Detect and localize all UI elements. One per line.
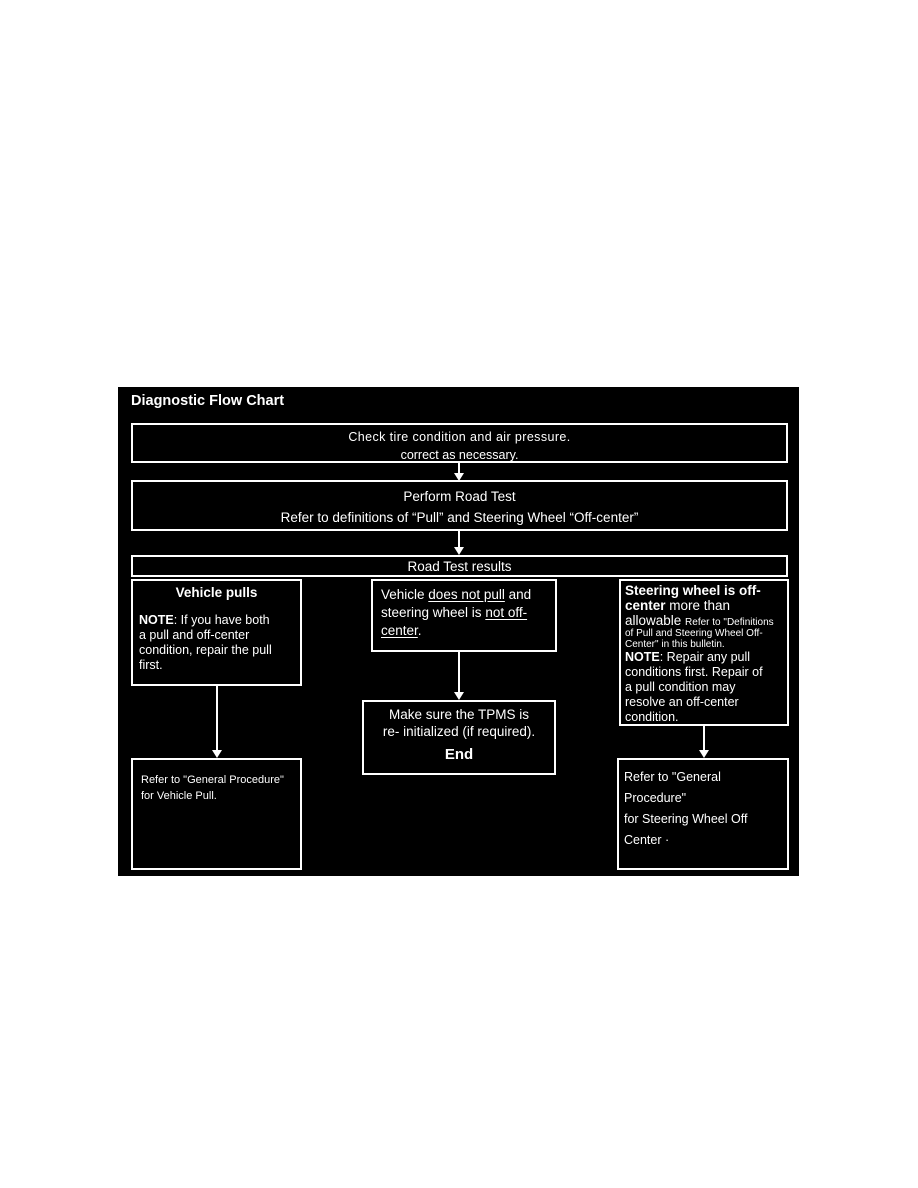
no-pull-text: . <box>417 623 422 638</box>
flow-box-tpms-end <box>362 700 556 775</box>
note-label: NOTE <box>139 613 174 627</box>
connector-nopull-to-tpms <box>458 652 460 693</box>
flow-box-off-center-procedure <box>617 758 789 870</box>
no-pull-text: Vehicle <box>381 587 429 602</box>
off-center-small-line2: of Pull and Steering Wheel Off- <box>625 628 763 639</box>
road-test-line1: Perform Road Test <box>403 489 516 504</box>
connector-pulls-to-procedure <box>216 686 218 751</box>
vehicle-pull-proc-line2: for Vehicle Pull. <box>141 790 217 802</box>
off-center-proc-line2: for Steering Wheel Off Center · <box>624 812 748 847</box>
no-pull-text: steering wheel is <box>381 605 486 620</box>
vehicle-pulls-note <box>133 613 300 673</box>
off-center-proc-line1: Refer to "General Procedure" <box>624 770 721 805</box>
flow-box-vehicle-pulls <box>131 579 302 686</box>
note-line3: condition, repair the pull <box>139 643 272 657</box>
down-arrow-icon <box>699 750 709 758</box>
note-line1: : If you have both <box>173 613 270 627</box>
end-label: End <box>444 746 474 763</box>
flow-box-check-tire <box>131 423 788 463</box>
off-center-note-line1: NOTE: Repair any pull <box>625 650 751 664</box>
vehicle-pull-proc-line1: Refer to "General Procedure" <box>141 774 284 786</box>
vehicle-pulls-heading: Vehicle pulls <box>175 585 258 600</box>
figure-title: Diagnostic Flow Chart <box>131 393 285 409</box>
down-arrow-icon <box>212 750 222 758</box>
no-pull-text: and <box>504 587 532 602</box>
off-center-note-line3: a pull condition may <box>625 680 736 694</box>
results-header-label: Road Test results <box>407 559 512 574</box>
check-tire-line2: correct as necessary. <box>400 448 519 462</box>
flow-box-road-test <box>131 480 788 531</box>
connector-offcenter-to-procedure <box>703 726 705 751</box>
off-center-note-line4: resolve an off-center <box>625 695 739 709</box>
note-line2: a pull and off-center <box>139 628 250 642</box>
off-center-note-line5: condition. <box>625 710 679 724</box>
no-pull-underlined-3: center <box>381 623 418 638</box>
no-pull-underlined-2: not off- <box>485 605 528 620</box>
down-arrow-icon <box>454 692 464 700</box>
no-pull-underlined-1: does not pull <box>428 587 505 602</box>
flow-box-vehicle-pull-procedure <box>131 758 302 870</box>
down-arrow-icon <box>454 547 464 555</box>
flow-box-off-center <box>619 579 789 726</box>
flow-box-no-pull <box>371 579 557 652</box>
note-line4: first. <box>139 658 163 672</box>
off-center-heading-line3: allowable Refer to "Definitions <box>625 613 774 628</box>
off-center-small-line3: Center" in this bulletin. <box>625 639 725 650</box>
off-center-heading-line1: Steering wheel is off- <box>625 583 761 598</box>
connector-roadtest-to-results <box>458 531 460 548</box>
tpms-line2: re- initialized (if required). <box>382 724 536 739</box>
diagnostic-flow-chart-figure <box>116 385 801 878</box>
flow-box-results-header <box>131 555 788 577</box>
check-tire-line1: Check tire condition and air pressure. <box>348 430 571 444</box>
tpms-line1: Make sure the TPMS is <box>388 707 530 722</box>
off-center-note-line2: conditions first. Repair of <box>625 665 763 679</box>
road-test-line2: Refer to definitions of “Pull” and Steering Wheel “Off-center” <box>280 510 639 525</box>
off-center-heading-line2: center more than <box>625 598 731 613</box>
